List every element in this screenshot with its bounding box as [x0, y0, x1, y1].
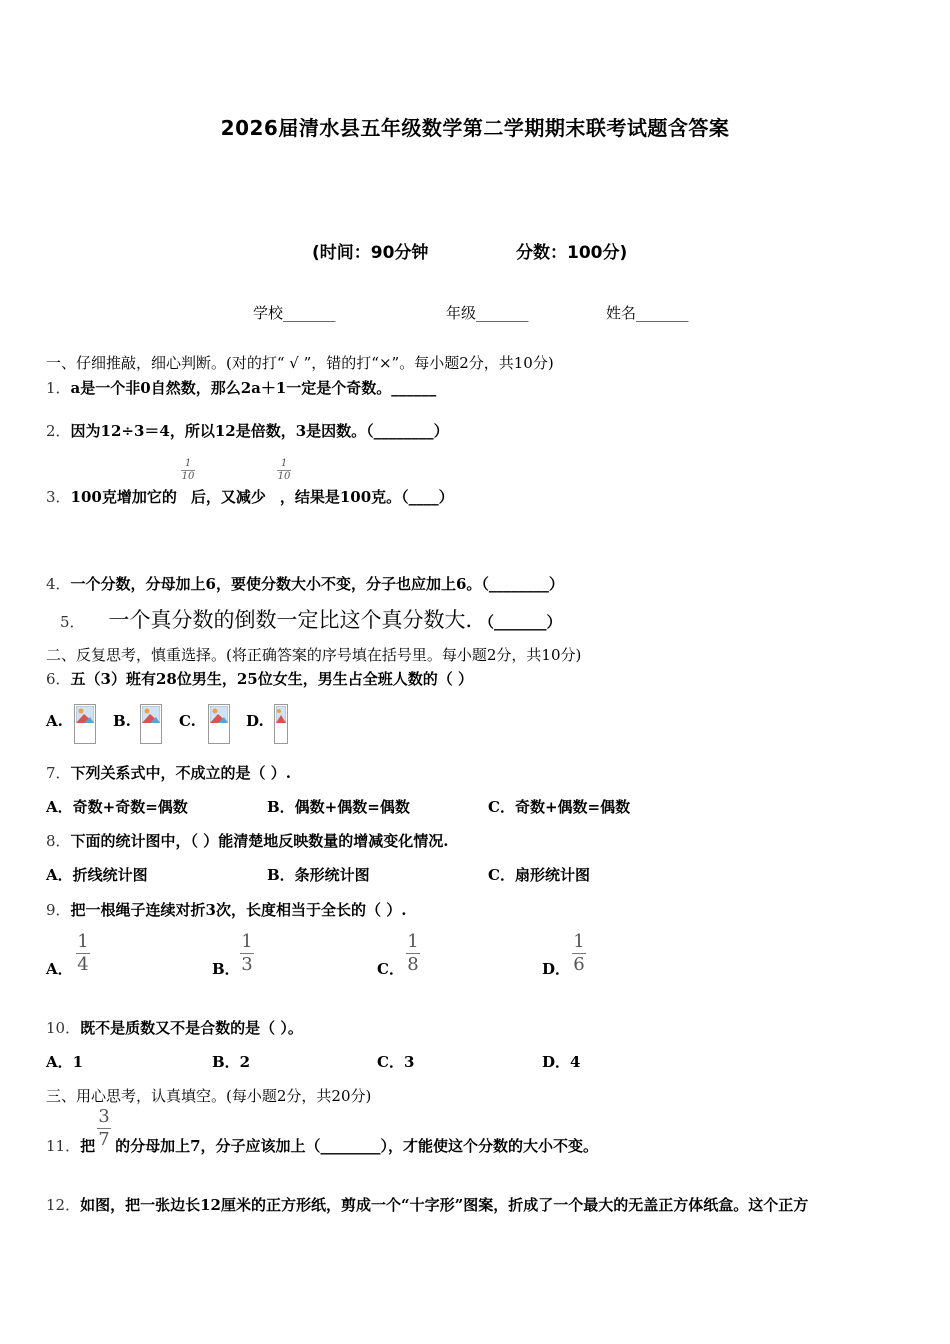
- question-7: [46, 762, 291, 783]
- q10-option-b[interactable]: B．2: [212, 1053, 251, 1071]
- question-8: [46, 830, 449, 851]
- q7-option-b[interactable]: B．偶数+偶数=偶数: [267, 798, 410, 816]
- fraction-denominator: 3: [241, 954, 253, 975]
- q9-option-b[interactable]: B．: [212, 960, 240, 978]
- question-12: [46, 1194, 808, 1215]
- fraction-denominator: 10: [277, 471, 291, 482]
- question-number: 5．: [60, 613, 85, 631]
- question-text: 下列关系式中，不成立的是（ ）.: [70, 764, 291, 782]
- question-text: 既不是质数又不是合数的是（ ）。: [80, 1019, 303, 1037]
- question-text-a: 100克增加它的: [70, 488, 177, 506]
- question-1: [46, 377, 436, 398]
- question-text-c: ，结果是100克。（____）: [279, 488, 454, 506]
- answer-blank: （_______）: [486, 613, 562, 631]
- q8-option-b[interactable]: B．条形统计图: [267, 866, 370, 884]
- broken-image-icon: [274, 704, 288, 744]
- q8-option-a[interactable]: A．折线统计图: [46, 866, 148, 884]
- q9-fraction-b: [240, 933, 254, 974]
- fraction-denominator: 6: [573, 954, 585, 975]
- question-number: 4．: [46, 575, 71, 593]
- name-field: 姓名_______: [606, 304, 689, 322]
- q9-option-c[interactable]: C．: [377, 960, 404, 978]
- fraction-numerator: 1: [77, 931, 89, 952]
- question-text-b: 的分母加上7，分子应该加上（________），才能使这个分数的大小不变。: [115, 1137, 599, 1155]
- q6-option-c[interactable]: C.: [179, 712, 196, 730]
- q10-option-a[interactable]: A．1: [46, 1053, 84, 1071]
- question-text: 一个分数，分母加上6，要使分数大小不变，分子也应加上6。（________）: [70, 575, 564, 593]
- question-number: 9．: [46, 901, 71, 919]
- question-number: 6．: [46, 670, 71, 688]
- question-text-a: 把: [80, 1137, 96, 1155]
- q10-option-d[interactable]: D．4: [542, 1053, 581, 1071]
- q9-fraction-d: [572, 933, 586, 974]
- exam-score: 分数：100分): [516, 243, 628, 263]
- q7-option-a[interactable]: A．奇数+奇数=偶数: [46, 798, 188, 816]
- section3-heading: 三、用心思考，认真填空。(每小题2分，共20分): [46, 1087, 372, 1105]
- exam-time: (时间：90分钟: [312, 243, 429, 263]
- q9-option-a[interactable]: A．: [46, 960, 73, 978]
- grade-field: 年级_______: [446, 304, 529, 322]
- question-5: [60, 604, 562, 634]
- q6-option-a[interactable]: A.: [46, 712, 63, 730]
- q6-option-b[interactable]: B.: [113, 712, 131, 730]
- q8-option-c[interactable]: C．扇形统计图: [488, 866, 590, 884]
- question-text: 如图，把一张边长12厘米的正方形纸，剪成一个“十字形”图案，折成了一个最大的无盖正方体纸盒。这个正方: [80, 1196, 809, 1214]
- question-3: [46, 486, 454, 507]
- fraction-numerator: 1: [280, 458, 288, 469]
- question-9: [46, 899, 406, 920]
- question-number: 10．: [46, 1019, 81, 1037]
- fraction-numerator: 1: [573, 931, 585, 952]
- question-text: 把一根绳子连续对折3次，长度相当于全长的（ ）.: [70, 901, 407, 919]
- question-text: a是一个非0自然数，那么2a＋1一定是个奇数。______: [70, 379, 437, 397]
- q6-option-d[interactable]: D.: [246, 712, 264, 730]
- document-title: 2026届清水县五年级数学第二学期期末联考试题含答案: [220, 116, 730, 140]
- question-number: 11．: [46, 1137, 81, 1155]
- q3-fraction-2: [277, 459, 291, 482]
- q10-option-c[interactable]: C．3: [377, 1053, 415, 1071]
- question-10: [46, 1017, 303, 1038]
- question-number: 2．: [46, 422, 71, 440]
- question-text: 一个真分数的倒数一定比这个真分数大．: [108, 608, 487, 632]
- question-text: 五（3）班有28位男生，25位女生，男生占全班人数的（ ）: [70, 670, 473, 688]
- section1-heading: 一、仔细推敲，细心判断。(对的打“ √ ”，错的打“×”。每小题2分，共10分): [46, 354, 554, 372]
- fraction-denominator: 7: [98, 1129, 110, 1150]
- q3-fraction-1: [181, 459, 195, 482]
- fraction-denominator: 8: [407, 954, 419, 975]
- question-11: [46, 1135, 598, 1156]
- question-number: 1．: [46, 379, 71, 397]
- q9-fraction-c: [406, 933, 420, 974]
- question-6: [46, 668, 473, 689]
- section2-heading: 二、反复思考，慎重选择。(将正确答案的序号填在括号里。每小题2分，共10分): [46, 646, 582, 664]
- question-number: 7．: [46, 764, 71, 782]
- question-text: 下面的统计图中，（ ）能清楚地反映数量的增减变化情况.: [70, 832, 449, 850]
- question-number: 3．: [46, 488, 71, 506]
- broken-image-icon: [74, 704, 96, 744]
- question-number: 12．: [46, 1196, 81, 1214]
- question-text-b: 后，又减少: [190, 488, 266, 506]
- question-2: [46, 420, 449, 441]
- fraction-numerator: 1: [184, 458, 192, 469]
- broken-image-icon: [140, 704, 162, 744]
- q9-fraction-a: [76, 933, 90, 974]
- school-field: 学校_______: [253, 304, 336, 322]
- fraction-numerator: 1: [241, 931, 253, 952]
- fraction-numerator: 1: [407, 931, 419, 952]
- broken-image-icon: [208, 704, 230, 744]
- question-text: 因为12÷3＝4，所以12是倍数，3是因数。（________）: [70, 422, 449, 440]
- q7-option-c[interactable]: C．奇数+偶数=偶数: [488, 798, 631, 816]
- fraction-denominator: 4: [77, 954, 89, 975]
- question-4: [46, 573, 564, 594]
- question-number: 8．: [46, 832, 71, 850]
- fraction-numerator: 3: [98, 1106, 110, 1127]
- fraction-denominator: 10: [181, 471, 195, 482]
- q9-option-d[interactable]: D．: [542, 960, 571, 978]
